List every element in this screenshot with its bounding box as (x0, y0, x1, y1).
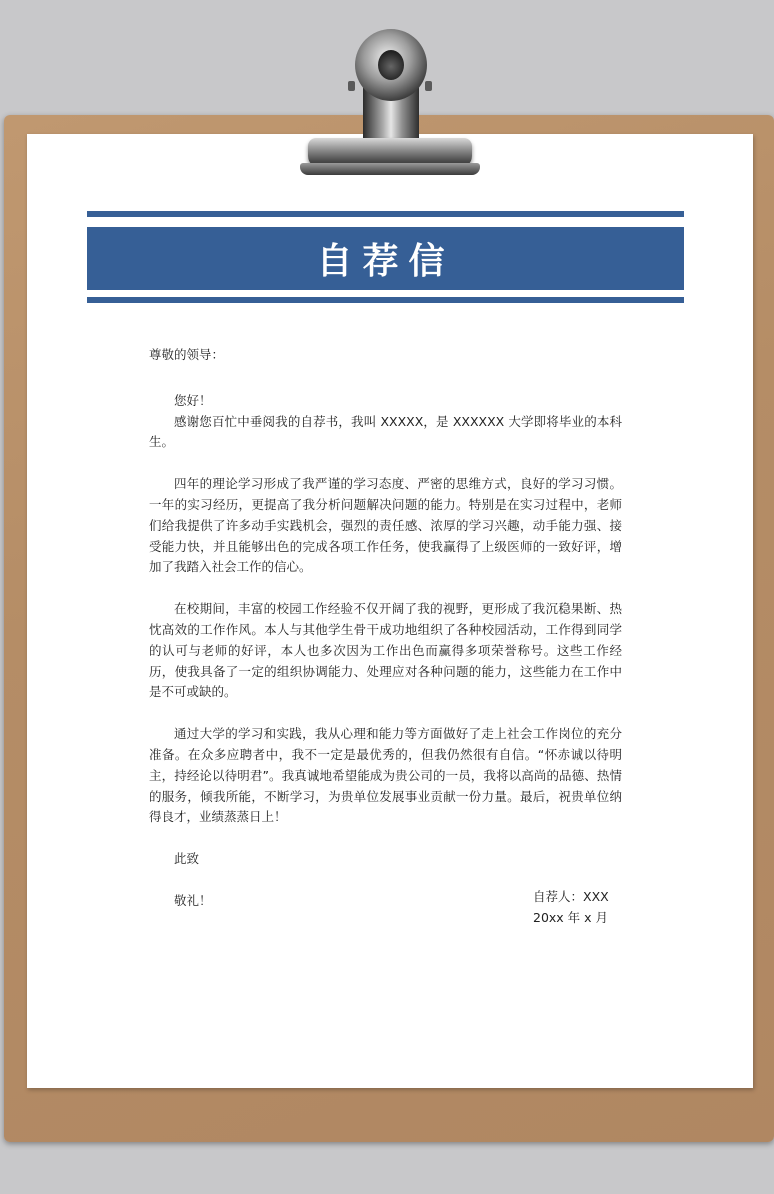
page-title: 自荐信 (316, 240, 455, 282)
banner-top-rule (87, 211, 684, 217)
salutation: 尊敬的领导： (149, 347, 225, 362)
paragraph-intro: 感谢您百忙中垂阅我的自荐书，我叫 XXXXX，是 XXXXXX 大学即将毕业的本科生。 (149, 413, 622, 450)
closing-salute: 敬礼！ (174, 892, 212, 908)
title-banner (87, 227, 684, 290)
closing-regards: 此致 (174, 851, 200, 867)
signature-block (533, 886, 609, 928)
greeting: 您好！ (174, 392, 212, 408)
binder-clip-icon (300, 25, 480, 180)
letter-date: 20xx 年 x 月 (533, 910, 609, 925)
paragraph-study: 四年的理论学习形成了我严谨的学习态度、严密的思维方式，良好的学习习惯。一年的实习经历，更提高了我分析问题解决问题的能力。特别是在实习过程中，老师们给我提供了许多动手实践机会，强烈的责任感、浓厚的学习兴趣，动手能力强、接受能力快，并且能够出色的完成各项工作任务，使我赢得了上级医师的一致好评，增加了我踏入社会工作的信心。 (149, 476, 622, 575)
paragraph-campus: 在校期间，丰富的校园工作经验不仅开阔了我的视野，更形成了我沉稳果断、热忱高效的工作作风。本人与其他学生骨干成功地组织了各种校园活动，工作得到同学的认可与老师的好评，本人也多次因为工作出色而赢得多项荣誉称号。这些工作经历，使我具备了一定的组织协调能力、处理应对各种问题的能力，这些能力在工作中是不可或缺的。 (149, 601, 622, 700)
letter-body (149, 345, 622, 912)
paragraph-closing: 通过大学的学习和实践，我从心理和能力等方面做好了走上社会工作岗位的充分准备。在众多应聘者中，我不一定是最优秀的，但我仍然很有自信。“怀赤诚以待明主，持经论以待明君”。我真诚地希望能成为贵公司的一员，我将以高尚的品德、热情的服务，倾我所能，不断学习，为贵单位发展事业贡献一份力量。最后，祝贵单位纳得良才，业绩蒸蒸日上！ (149, 726, 622, 825)
signer-name: 自荐人：XXX (533, 889, 609, 904)
banner-bottom-rule (87, 297, 684, 303)
